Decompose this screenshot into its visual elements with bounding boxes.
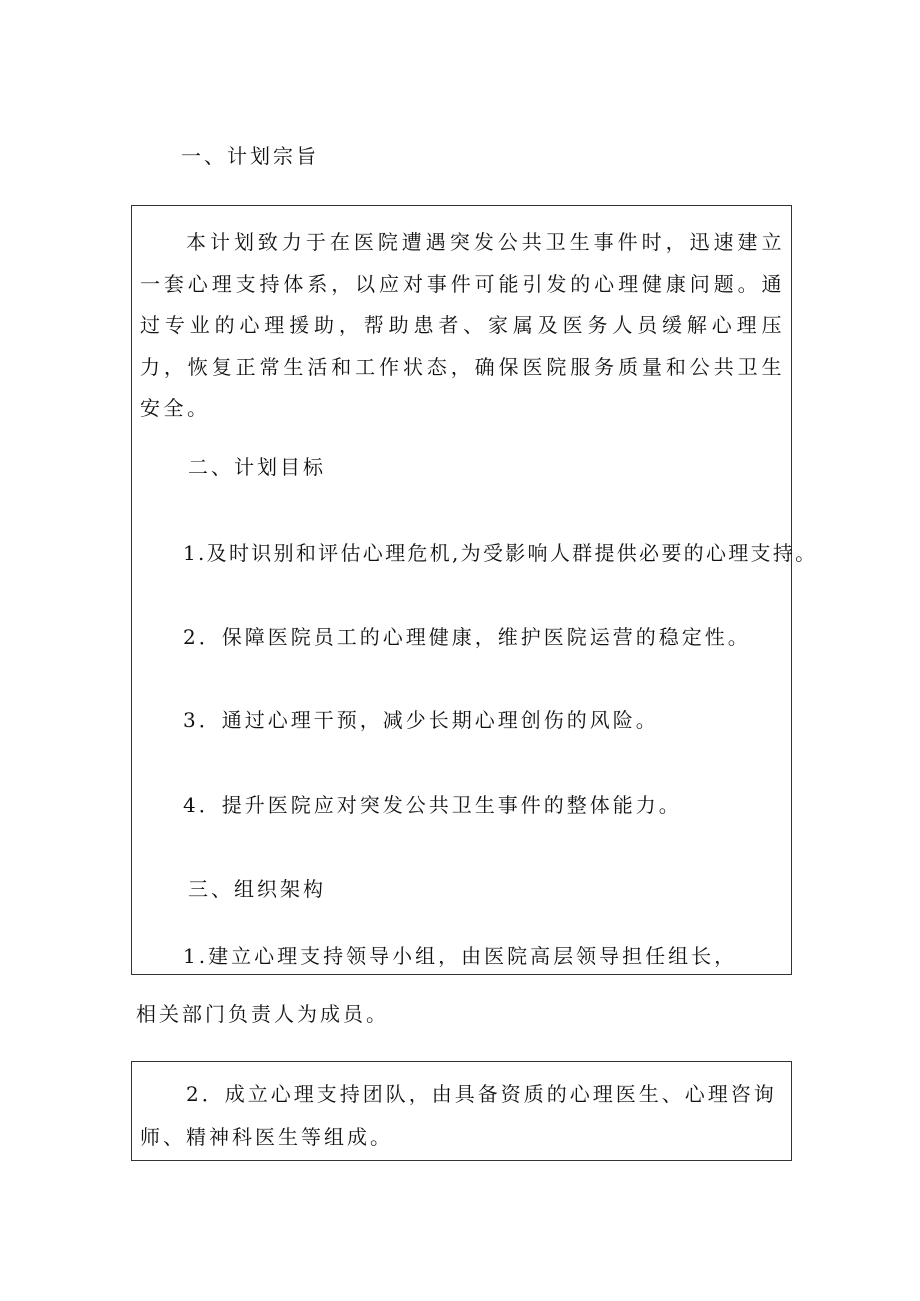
- section2-heading: 二、计划目标: [188, 455, 326, 479]
- main-content-box: [131, 205, 818, 975]
- org-item-2: 2．成立心理支持团队，由具备资质的心理医生、心理咨询师、精神科医生等组成。: [140, 1082, 777, 1149]
- goal-item-4: 4．提升医院应对突发公共卫生事件的整体能力。: [183, 793, 682, 817]
- goal-item-2: 2．保障医院员工的心理健康，维护医院运营的稳定性。: [183, 625, 751, 649]
- section1-heading: 一、计划宗旨: [181, 144, 319, 168]
- org-item-2-box: [131, 1061, 792, 1161]
- section1-body: 本计划致力于在医院遭遇突发公共卫生事件时，迅速建立一套心理支持体系，以应对事件可能引发的心理健康问题。通过专业的心理援助，帮助患者、家属及医务人员缓解心理压力，恢复正常生活和工作状态，确保医院服务质量和公共卫生安全。: [140, 230, 785, 420]
- goal-item-3: 3．通过心理干预，减少长期心理创伤的风险。: [183, 708, 659, 732]
- org-item-1-part1: 1.建立心理支持领导小组，由医院高层领导担任组长，: [183, 944, 738, 968]
- section3-heading: 三、组织架构: [188, 877, 326, 901]
- goal-item-1: 1.及时识别和评估心理危机,为受影响人群提供必要的心理支持。: [183, 541, 818, 565]
- org-item-1-part2: 相关部门负责人为成员。: [136, 1002, 389, 1026]
